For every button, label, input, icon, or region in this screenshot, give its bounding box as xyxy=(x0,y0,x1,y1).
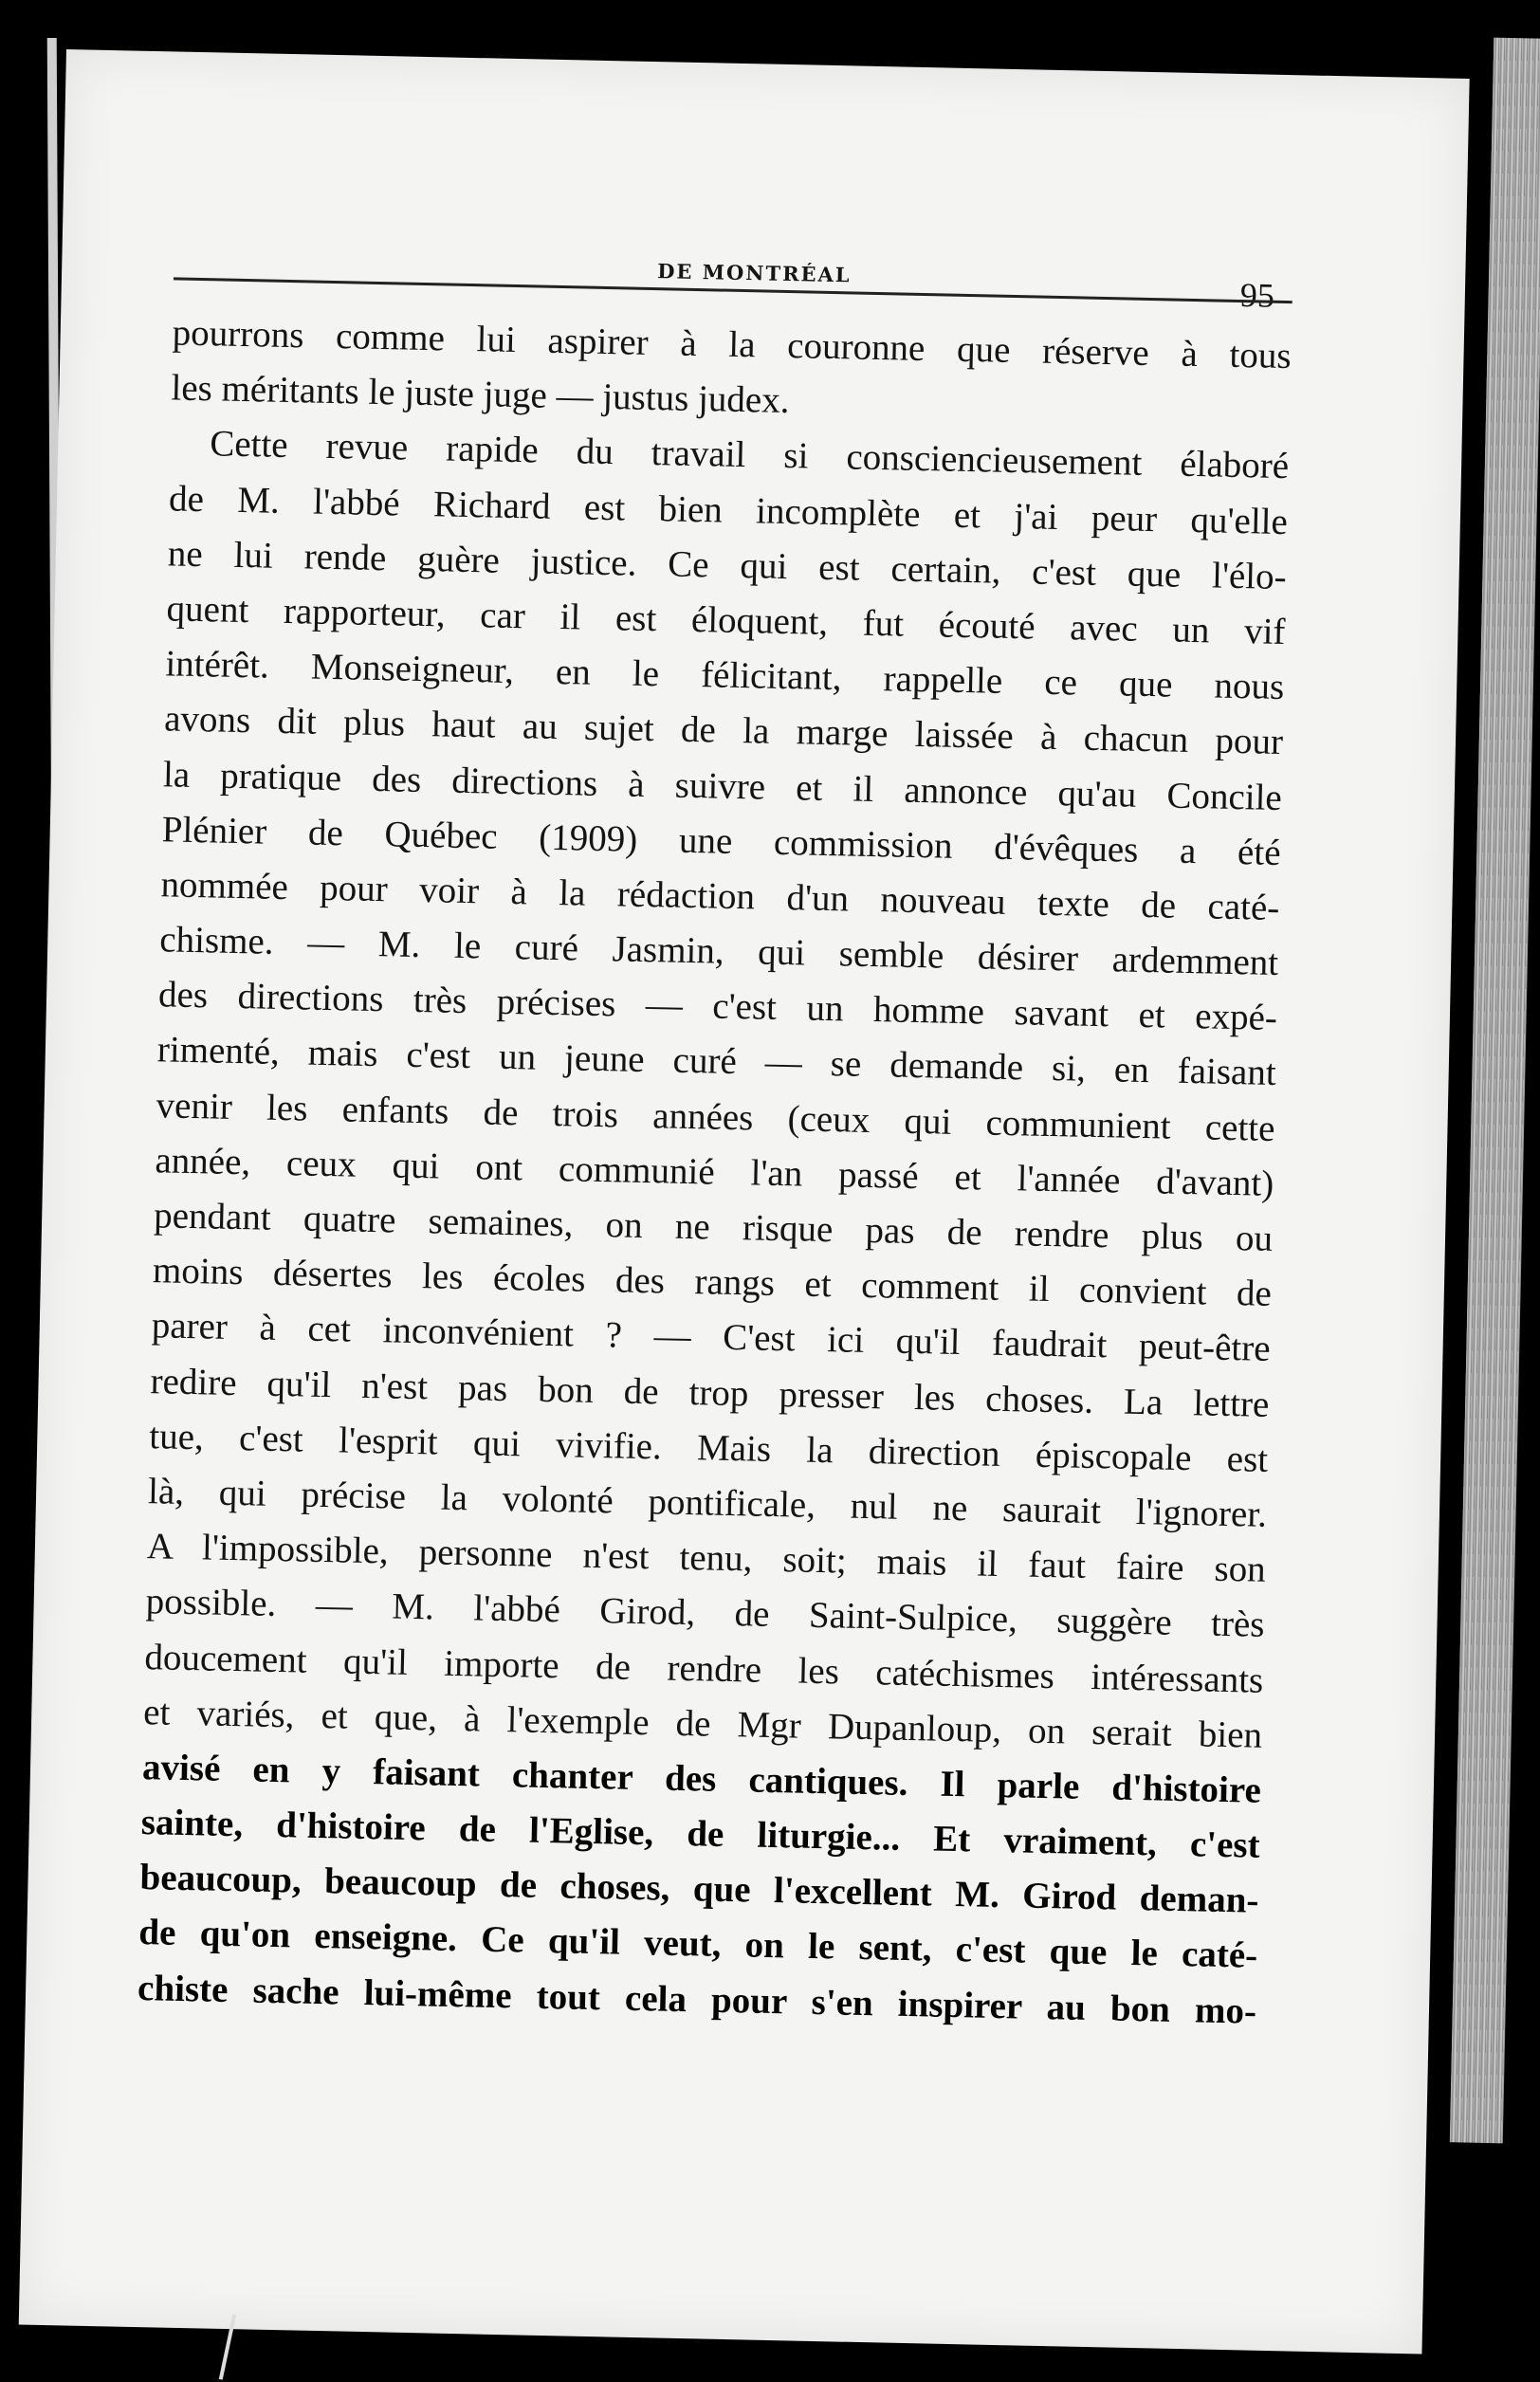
running-title: DE MONTRÉAL xyxy=(656,259,852,287)
text-line: pourrons comme lui aspirer à la couronne que réserve à tous xyxy=(172,312,1292,377)
page-header xyxy=(174,203,1293,315)
text-line: chisme. — M. le curé Jasmin, qui semble désirer ardemment xyxy=(158,919,1279,984)
text-line: parer à cet inconvénient ? — C'est ici qu'il faudrait peut-être xyxy=(151,1305,1272,1370)
book-page xyxy=(19,49,1470,2354)
text-line: Cette revue rapide du travail si consciencieusement élaboré xyxy=(209,423,1290,487)
text-line: les méritants le juste juge — justus judex. xyxy=(171,367,790,422)
text-line: possible. — M. l'abbé Girod, de Saint-Sulpice, suggère très xyxy=(145,1581,1265,1646)
text-line: tue, c'est l'esprit qui vivifie. Mais la direction épiscopale est xyxy=(148,1415,1269,1480)
text-line: et variés, et que, à l'exemple de Mgr Dupanloup, on serait bien xyxy=(142,1691,1263,1756)
text-line: sainte, d'histoire de l'Eglise, de liturgie... Et vraiment, c'est xyxy=(140,1802,1261,1866)
page-number: 95 xyxy=(1239,275,1275,315)
text-line: beaucoup, beaucoup de choses, que l'excellent M. Girod deman- xyxy=(139,1857,1259,1922)
text-line: nommée pour voir à la rédaction d'un nouveau texte de caté- xyxy=(160,864,1280,928)
text-line: avisé en y faisant chanter des cantiques. Il parle d'histoire xyxy=(141,1746,1262,1811)
text-line: ne lui rende guère justice. Ce qui est certain, c'est que l'élo- xyxy=(167,533,1288,597)
body-text xyxy=(138,305,1292,2039)
text-line: pendant quatre semaines, on ne risque pas de rendre plus ou xyxy=(153,1195,1274,1259)
text-line: intérêt. Monseigneur, en le félicitant, rappelle ce que nous xyxy=(165,643,1285,708)
text-line: des directions très précises — c'est un homme savant et expé- xyxy=(157,974,1278,1039)
text-line: avons dit plus haut au sujet de la marge laissée à chacun pour xyxy=(163,698,1284,763)
text-line: Plénier de Québec (1909) une commission d'évêques a été xyxy=(161,808,1281,873)
text-line: rimenté, mais c'est un jeune curé — se demande si, en faisant xyxy=(156,1029,1277,1094)
text-line: doucement qu'il importe de rendre les catéchismes intéressants xyxy=(144,1636,1264,1701)
text-line: chiste sache lui-même tout cela pour s'en inspirer au bon mo- xyxy=(137,1967,1257,2032)
text-line: venir les enfants de trois années (ceux qui communient cette xyxy=(156,1084,1275,1149)
text-line: redire qu'il n'est pas bon de trop presser les choses. La lettre xyxy=(150,1360,1270,1425)
text-line: année, ceux qui ont communié l'an passé et l'année d'avant) xyxy=(155,1140,1274,1204)
text-line: de M. l'abbé Richard est bien incomplète et j'ai peur qu'elle xyxy=(168,477,1289,542)
text-line: là, qui précise la volonté pontificale, nul ne saurait l'ignorer. xyxy=(147,1471,1268,1535)
text-line: de qu'on enseigne. Ce qu'il veut, on le sent, c'est que le caté- xyxy=(138,1912,1258,1977)
text-line: la pratique des directions à suivre et il annonce qu'au Concile xyxy=(162,753,1283,818)
text-line: quent rapporteur, car il est éloquent, fut écouté avec un vif xyxy=(166,588,1286,652)
text-line: moins désertes les écoles des rangs et comment il convient de xyxy=(152,1250,1273,1315)
text-line: A l'impossible, personne n'est tenu, soit; mais il faut faire son xyxy=(146,1526,1267,1590)
